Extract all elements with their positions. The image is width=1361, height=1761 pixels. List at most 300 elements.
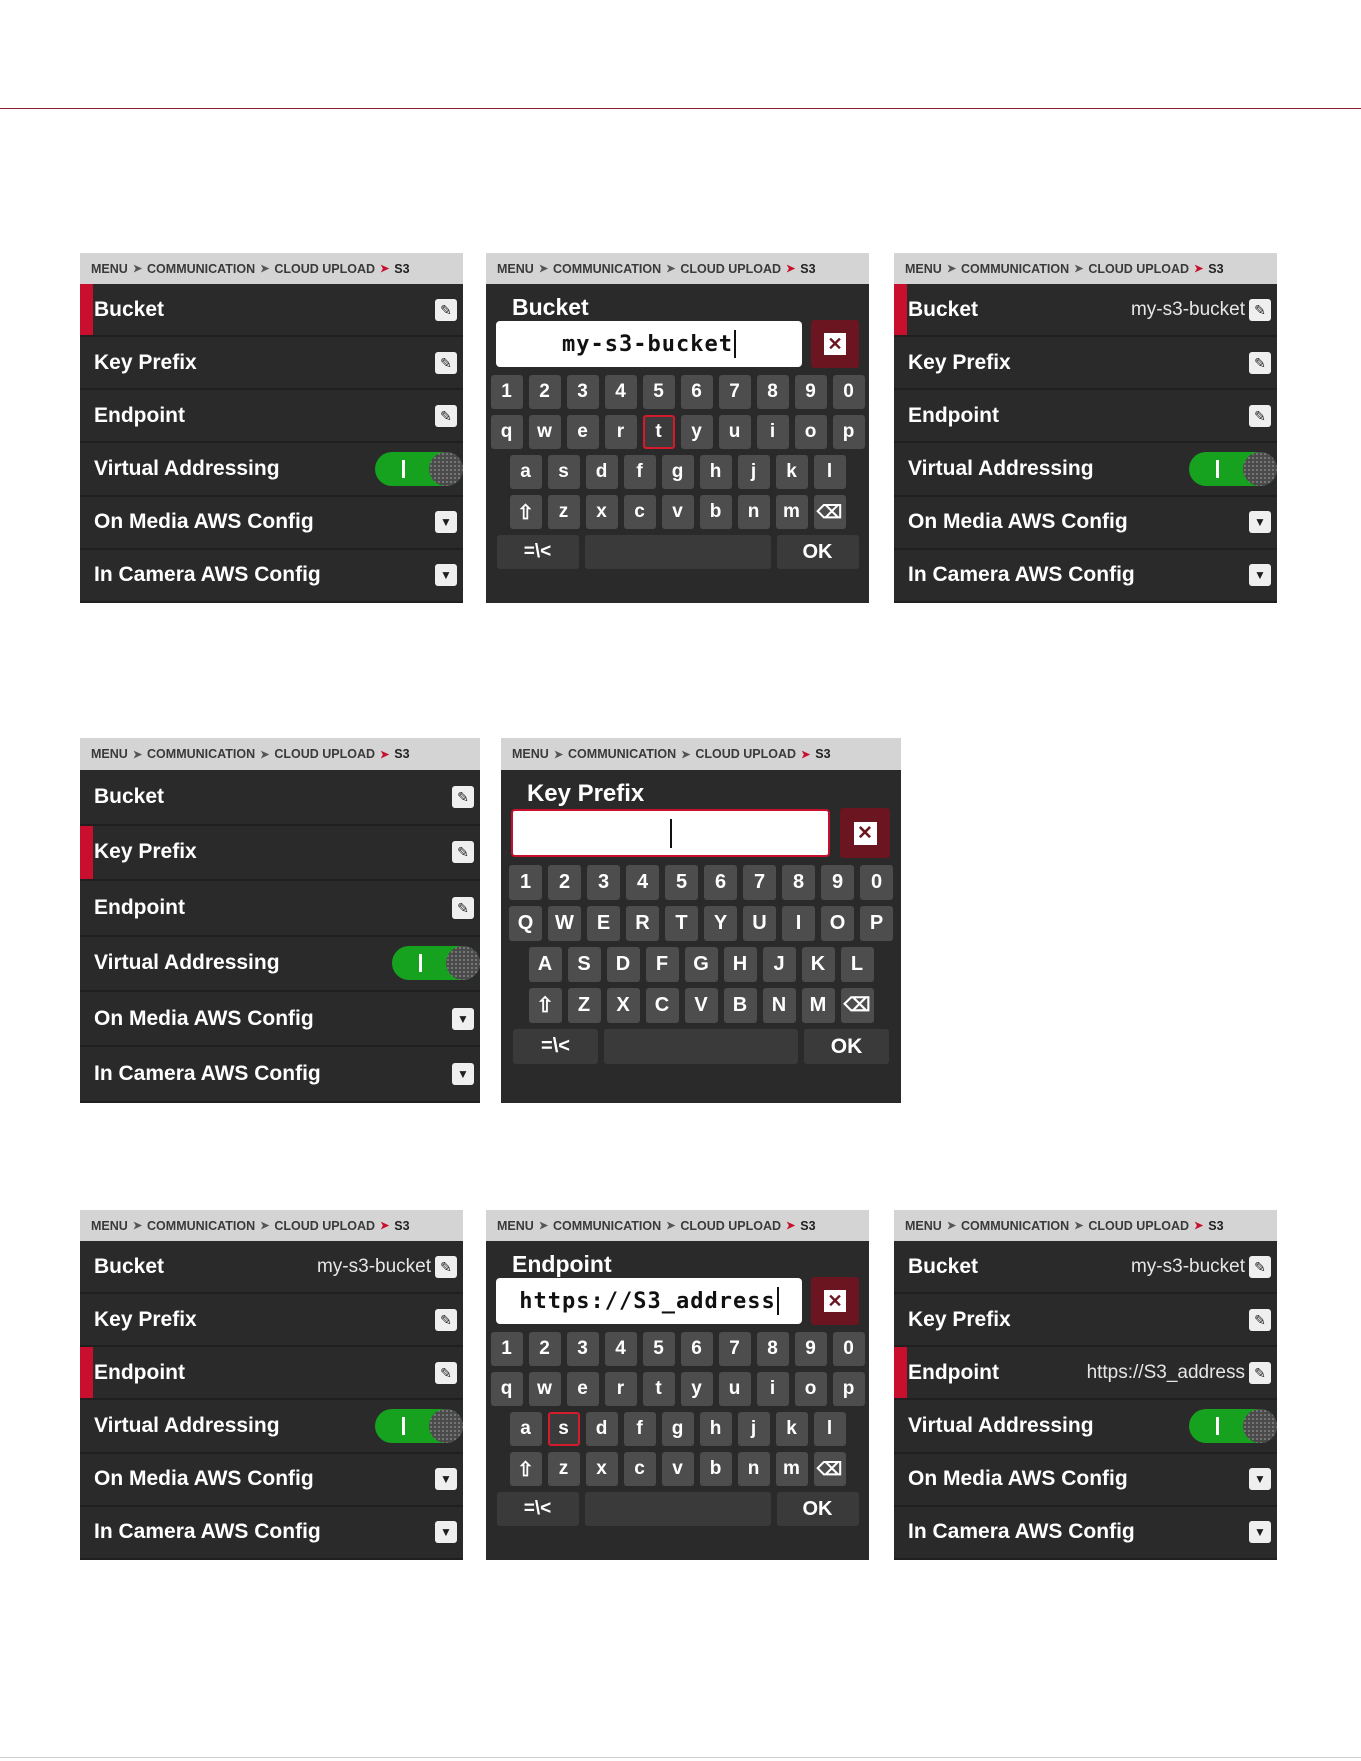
row-on-media[interactable] (894, 1454, 1277, 1507)
breadcrumb-current: S3 (1208, 1218, 1224, 1233)
bottom-rule (0, 1757, 1361, 1758)
key-7[interactable]: 7 (743, 865, 776, 900)
breadcrumb-separator-icon: ➤ (538, 1220, 549, 1232)
key-7[interactable]: 7 (719, 375, 751, 409)
key-3[interactable]: 3 (567, 375, 599, 409)
key-g[interactable]: g (662, 455, 694, 489)
virtual-addressing-toggle[interactable] (392, 946, 480, 980)
key-p[interactable]: p (833, 415, 865, 449)
top-rule (0, 108, 1361, 109)
key-m[interactable]: m (776, 495, 808, 529)
pencil-icon[interactable]: ✎ (1249, 1362, 1271, 1384)
pencil-icon[interactable]: ✎ (452, 786, 474, 808)
shift-key[interactable] (529, 988, 562, 1023)
row-bucket[interactable] (80, 770, 480, 825)
key-d[interactable]: D (607, 947, 640, 982)
breadcrumb-current: S3 (394, 261, 410, 276)
key-6[interactable]: 6 (704, 865, 737, 900)
key-h[interactable]: H (724, 947, 757, 982)
chevron-down-icon[interactable]: ▼ (435, 511, 457, 533)
breadcrumb-current: S3 (815, 747, 831, 762)
key-r[interactable]: R (626, 906, 659, 941)
keyboard-panel-bucket (486, 253, 869, 603)
pencil-icon[interactable]: ✎ (452, 897, 474, 919)
keyboard-panel-key-prefix (501, 738, 901, 1103)
row-value: my-s3-bucket (316, 1255, 431, 1277)
symbols-key[interactable]: =\< (497, 1492, 579, 1526)
key-u[interactable]: U (743, 906, 776, 941)
key-e[interactable]: E (587, 906, 620, 941)
virtual-addressing-toggle[interactable] (1189, 452, 1277, 486)
key-6[interactable]: 6 (681, 375, 713, 409)
toggle-on-mark (402, 460, 405, 478)
key-n[interactable]: N (763, 988, 796, 1023)
space-key[interactable] (585, 535, 771, 569)
row-endpoint[interactable] (80, 881, 480, 936)
key-8[interactable]: 8 (757, 375, 789, 409)
row-bucket[interactable] (894, 1241, 1277, 1294)
row-endpoint[interactable] (894, 390, 1277, 443)
key-j[interactable]: J (763, 947, 796, 982)
breadcrumb-menu[interactable]: MENU (497, 261, 534, 276)
row-key-prefix[interactable] (894, 337, 1277, 390)
row-label: Key Prefix (94, 840, 197, 864)
key-5[interactable]: 5 (643, 1332, 675, 1366)
row-key-prefix[interactable] (80, 826, 480, 881)
menu-panel-3 (894, 253, 1277, 603)
key-x[interactable]: x (586, 495, 618, 529)
key-i[interactable]: i (757, 415, 789, 449)
key-l[interactable]: l (814, 1412, 846, 1446)
key-t[interactable]: T (665, 906, 698, 941)
row-on-media[interactable] (80, 497, 463, 550)
key-4[interactable]: 4 (605, 1332, 637, 1366)
key-3[interactable]: 3 (587, 865, 620, 900)
breadcrumb-separator-icon: ➤ (786, 1220, 796, 1232)
space-key[interactable] (604, 1029, 798, 1064)
backspace-key[interactable] (814, 495, 846, 529)
row-key-prefix[interactable] (80, 337, 463, 390)
key-4[interactable]: 4 (605, 375, 637, 409)
breadcrumb-menu[interactable]: MENU (91, 747, 128, 762)
toggle-on-mark (1216, 1417, 1219, 1435)
pencil-icon[interactable]: ✎ (435, 1362, 457, 1384)
key-w[interactable]: w (529, 1372, 561, 1406)
breadcrumb-separator-icon: ➤ (666, 263, 676, 275)
breadcrumb-menu[interactable]: MENU (905, 261, 942, 276)
ok-key[interactable]: OK (777, 1492, 859, 1526)
text-caret (734, 330, 736, 358)
row-label: In Camera AWS Config (94, 563, 321, 587)
key-9[interactable]: 9 (821, 865, 854, 900)
row-label: Virtual Addressing (94, 951, 280, 975)
row-value: my-s3-bucket (1130, 298, 1245, 320)
breadcrumb-separator-icon: ➤ (801, 748, 811, 761)
row-label: Bucket (908, 1254, 979, 1278)
key-f[interactable]: F (646, 947, 679, 982)
chevron-down-icon[interactable]: ▼ (1249, 1521, 1271, 1543)
key-s[interactable]: s (548, 455, 580, 489)
breadcrumb-cloud-upload[interactable]: CLOUD UPLOAD (1088, 1218, 1190, 1233)
row-endpoint[interactable] (80, 390, 463, 443)
row-value: my-s3-bucket (1130, 1255, 1245, 1277)
key-2[interactable]: 2 (529, 1332, 561, 1366)
row-in-camera[interactable] (80, 1047, 480, 1102)
breadcrumb-communication[interactable]: COMMUNICATION (961, 261, 1070, 276)
row-virtual-addressing[interactable] (80, 937, 480, 992)
ok-key[interactable]: OK (777, 535, 859, 569)
pencil-icon[interactable]: ✎ (452, 841, 474, 863)
pencil-icon[interactable]: ✎ (435, 352, 457, 374)
key-n[interactable]: n (738, 495, 770, 529)
breadcrumb-menu[interactable]: MENU (905, 1218, 942, 1233)
toggle-knob (1243, 1409, 1277, 1443)
key-b[interactable]: b (700, 1452, 732, 1486)
row-virtual-addressing[interactable] (894, 443, 1277, 496)
breadcrumb-communication[interactable]: COMMUNICATION (568, 747, 677, 762)
key-s[interactable]: S (568, 947, 601, 982)
pencil-icon[interactable]: ✎ (1249, 405, 1271, 427)
breadcrumb-separator-icon: ➤ (380, 263, 390, 275)
breadcrumb-communication[interactable]: COMMUNICATION (553, 261, 662, 276)
row-label: Endpoint (908, 403, 999, 427)
row-label: In Camera AWS Config (908, 1520, 1135, 1544)
key-6[interactable]: 6 (681, 1332, 713, 1366)
chevron-down-icon[interactable]: ▼ (1249, 511, 1271, 533)
key-d[interactable]: d (586, 1412, 618, 1446)
key-v[interactable]: v (662, 1452, 694, 1486)
breadcrumb-separator-icon: ➤ (666, 1220, 676, 1232)
key-2[interactable]: 2 (548, 865, 581, 900)
keyboard-keys (486, 1332, 869, 1526)
breadcrumb-communication[interactable]: COMMUNICATION (147, 1218, 256, 1233)
breadcrumb-cloud-upload[interactable]: CLOUD UPLOAD (680, 261, 782, 276)
toggle-on-mark (402, 1417, 405, 1435)
breadcrumb-communication[interactable]: COMMUNICATION (147, 747, 256, 762)
row-label: Virtual Addressing (908, 1414, 1094, 1438)
key-v[interactable]: V (685, 988, 718, 1023)
pencil-icon[interactable]: ✎ (1249, 299, 1271, 321)
key-u[interactable]: u (719, 415, 751, 449)
breadcrumb-separator-icon: ➤ (1074, 1220, 1084, 1232)
key-f[interactable]: f (624, 1412, 656, 1446)
pencil-icon[interactable]: ✎ (435, 405, 457, 427)
text-input-value: https://S3_address (519, 1288, 776, 1314)
key-9[interactable]: 9 (795, 375, 827, 409)
keyboard-keys (486, 375, 869, 569)
toggle-knob (1243, 452, 1277, 486)
row-label: On Media AWS Config (94, 1006, 314, 1030)
key-u[interactable]: u (719, 1372, 751, 1406)
breadcrumb-separator-icon: ➤ (260, 263, 270, 275)
key-0[interactable]: 0 (833, 1332, 865, 1366)
row-bucket[interactable] (80, 284, 463, 337)
key-r[interactable]: r (605, 415, 637, 449)
key-q[interactable]: q (491, 1372, 523, 1406)
chevron-down-icon[interactable]: ▼ (435, 1468, 457, 1490)
row-label: Virtual Addressing (94, 457, 280, 481)
backspace-key[interactable] (814, 1452, 846, 1486)
key-e[interactable]: e (567, 1372, 599, 1406)
key-i[interactable]: I (782, 906, 815, 941)
row-in-camera[interactable] (894, 1507, 1277, 1560)
key-q[interactable]: Q (509, 906, 542, 941)
row-label: On Media AWS Config (94, 1467, 314, 1491)
key-h[interactable]: h (700, 1412, 732, 1446)
text-input[interactable] (511, 809, 830, 857)
breadcrumb-current: S3 (1208, 261, 1224, 276)
pencil-icon[interactable]: ✎ (435, 299, 457, 321)
breadcrumb (80, 253, 463, 284)
clear-icon: ✕ (822, 1288, 848, 1314)
breadcrumb-separator-icon: ➤ (132, 748, 143, 761)
key-g[interactable]: g (662, 1412, 694, 1446)
row-key-prefix[interactable] (894, 1294, 1277, 1347)
key-0[interactable]: 0 (860, 865, 893, 900)
breadcrumb-separator-icon: ➤ (786, 263, 796, 275)
key-v[interactable]: v (662, 495, 694, 529)
key-w[interactable]: w (529, 415, 561, 449)
key-3[interactable]: 3 (567, 1332, 599, 1366)
key-a[interactable]: a (510, 455, 542, 489)
pencil-icon[interactable]: ✎ (435, 1256, 457, 1278)
key-2[interactable]: 2 (529, 375, 561, 409)
key-i[interactable]: i (757, 1372, 789, 1406)
key-1[interactable]: 1 (491, 375, 523, 409)
chevron-down-icon[interactable]: ▼ (435, 564, 457, 586)
key-n[interactable]: n (738, 1452, 770, 1486)
row-label: On Media AWS Config (908, 1467, 1128, 1491)
symbols-key[interactable]: =\< (497, 535, 579, 569)
key-t[interactable]: t (643, 415, 675, 449)
row-label: In Camera AWS Config (908, 563, 1135, 587)
key-b[interactable]: B (724, 988, 757, 1023)
chevron-down-icon[interactable]: ▼ (435, 1521, 457, 1543)
keyboard-panel-endpoint (486, 1210, 869, 1560)
row-in-camera[interactable] (80, 1507, 463, 1560)
key-a[interactable]: a (510, 1412, 542, 1446)
row-bucket[interactable] (80, 1241, 463, 1294)
text-caret (670, 819, 672, 848)
row-label: Virtual Addressing (94, 1414, 280, 1438)
toggle-on-mark (1216, 460, 1219, 478)
row-bucket[interactable] (894, 284, 1277, 337)
key-z[interactable]: z (548, 495, 580, 529)
key-y[interactable]: y (681, 415, 713, 449)
breadcrumb-communication[interactable]: COMMUNICATION (147, 261, 256, 276)
pencil-icon[interactable]: ✎ (1249, 1309, 1271, 1331)
key-9[interactable]: 9 (795, 1332, 827, 1366)
key-k[interactable]: k (776, 1412, 808, 1446)
key-g[interactable]: G (685, 947, 718, 982)
chevron-down-icon[interactable]: ▼ (452, 1008, 474, 1030)
key-1[interactable]: 1 (509, 865, 542, 900)
chevron-down-icon[interactable]: ▼ (1249, 564, 1271, 586)
virtual-addressing-toggle[interactable] (375, 452, 463, 486)
key-o[interactable]: o (795, 415, 827, 449)
breadcrumb-separator-icon: ➤ (380, 1220, 390, 1232)
breadcrumb-separator-icon: ➤ (538, 263, 549, 275)
row-on-media[interactable] (894, 497, 1277, 550)
breadcrumb-separator-icon: ➤ (132, 263, 143, 275)
breadcrumb-current: S3 (394, 747, 410, 762)
breadcrumb-separator-icon: ➤ (1194, 1220, 1204, 1232)
chevron-down-icon[interactable]: ▼ (452, 1063, 474, 1085)
key-5[interactable]: 5 (665, 865, 698, 900)
clear-button[interactable] (811, 1277, 859, 1325)
key-h[interactable]: h (700, 455, 732, 489)
breadcrumb-menu[interactable]: MENU (91, 261, 128, 276)
breadcrumb-cloud-upload[interactable]: CLOUD UPLOAD (1088, 261, 1190, 276)
key-t[interactable]: t (643, 1372, 675, 1406)
ok-key[interactable]: OK (804, 1029, 889, 1064)
toggle-knob (429, 452, 463, 486)
breadcrumb-menu[interactable]: MENU (512, 747, 549, 762)
key-l[interactable]: l (814, 455, 846, 489)
text-input[interactable] (496, 321, 802, 367)
breadcrumb-current: S3 (800, 261, 816, 276)
row-label: Virtual Addressing (908, 457, 1094, 481)
key-5[interactable]: 5 (643, 375, 675, 409)
toggle-knob (446, 946, 480, 980)
key-x[interactable]: x (586, 1452, 618, 1486)
key-l[interactable]: L (841, 947, 874, 982)
key-s[interactable]: s (548, 1412, 580, 1446)
key-o[interactable]: o (795, 1372, 827, 1406)
backspace-icon: ⌫ (843, 995, 871, 1016)
breadcrumb-current: S3 (800, 1218, 816, 1233)
key-8[interactable]: 8 (782, 865, 815, 900)
key-f[interactable]: f (624, 455, 656, 489)
symbols-key[interactable]: =\< (513, 1029, 598, 1064)
key-7[interactable]: 7 (719, 1332, 751, 1366)
key-r[interactable]: r (605, 1372, 637, 1406)
key-y[interactable]: y (681, 1372, 713, 1406)
key-z[interactable]: Z (568, 988, 601, 1023)
key-d[interactable]: d (586, 455, 618, 489)
toggle-knob (429, 1409, 463, 1443)
key-a[interactable]: A (529, 947, 562, 982)
row-endpoint[interactable] (80, 1347, 463, 1400)
backspace-icon: ⌫ (816, 1458, 843, 1479)
key-p[interactable]: p (833, 1372, 865, 1406)
key-c[interactable]: c (624, 1452, 656, 1486)
key-k[interactable]: k (776, 455, 808, 489)
breadcrumb-separator-icon: ➤ (681, 748, 691, 761)
row-key-prefix[interactable] (80, 1294, 463, 1347)
key-q[interactable]: q (491, 415, 523, 449)
key-8[interactable]: 8 (757, 1332, 789, 1366)
key-e[interactable]: e (567, 415, 599, 449)
key-c[interactable]: C (646, 988, 679, 1023)
row-label: Key Prefix (94, 350, 197, 374)
clear-button[interactable] (840, 808, 890, 858)
breadcrumb (894, 1210, 1277, 1241)
row-on-media[interactable] (80, 992, 480, 1047)
row-label: Endpoint (908, 1360, 999, 1384)
keyboard-title: Key Prefix (527, 780, 645, 808)
row-in-camera[interactable] (80, 550, 463, 603)
shift-key[interactable] (510, 495, 542, 529)
key-1[interactable]: 1 (491, 1332, 523, 1366)
backspace-key[interactable] (841, 988, 874, 1023)
breadcrumb-communication[interactable]: COMMUNICATION (553, 1218, 662, 1233)
key-m[interactable]: M (802, 988, 835, 1023)
breadcrumb-cloud-upload[interactable]: CLOUD UPLOAD (274, 1218, 376, 1233)
breadcrumb-cloud-upload[interactable]: CLOUD UPLOAD (695, 747, 797, 762)
breadcrumb (894, 253, 1277, 284)
key-w[interactable]: W (548, 906, 581, 941)
space-key[interactable] (585, 1492, 771, 1526)
key-j[interactable]: j (738, 455, 770, 489)
pencil-icon[interactable]: ✎ (1249, 352, 1271, 374)
virtual-addressing-toggle[interactable] (1189, 1409, 1277, 1443)
clear-button[interactable] (811, 320, 859, 368)
row-virtual-addressing[interactable] (80, 1400, 463, 1453)
pencil-icon[interactable]: ✎ (435, 1309, 457, 1331)
menu-panel-4 (80, 738, 480, 1103)
row-in-camera[interactable] (894, 550, 1277, 603)
menu-panel-1 (80, 253, 463, 603)
breadcrumb-communication[interactable]: COMMUNICATION (961, 1218, 1070, 1233)
row-endpoint[interactable] (894, 1347, 1277, 1400)
breadcrumb-menu[interactable]: MENU (91, 1218, 128, 1233)
chevron-down-icon[interactable]: ▼ (1249, 1468, 1271, 1490)
breadcrumb-separator-icon: ➤ (946, 1220, 957, 1232)
breadcrumb (80, 1210, 463, 1241)
breadcrumb-menu[interactable]: MENU (497, 1218, 534, 1233)
key-y[interactable]: Y (704, 906, 737, 941)
key-k[interactable]: K (802, 947, 835, 982)
row-label: Bucket (94, 297, 165, 321)
key-z[interactable]: z (548, 1452, 580, 1486)
breadcrumb-separator-icon: ➤ (553, 748, 564, 761)
key-m[interactable]: m (776, 1452, 808, 1486)
key-j[interactable]: j (738, 1412, 770, 1446)
breadcrumb-separator-icon: ➤ (260, 748, 270, 761)
breadcrumb-cloud-upload[interactable]: CLOUD UPLOAD (680, 1218, 782, 1233)
key-o[interactable]: O (821, 906, 854, 941)
row-label: Key Prefix (94, 1307, 197, 1331)
key-4[interactable]: 4 (626, 865, 659, 900)
breadcrumb-cloud-upload[interactable]: CLOUD UPLOAD (274, 747, 376, 762)
shift-key[interactable] (510, 1452, 542, 1486)
menu-panel-8 (894, 1210, 1277, 1560)
text-input[interactable] (496, 1278, 802, 1324)
breadcrumb-cloud-upload[interactable]: CLOUD UPLOAD (274, 261, 376, 276)
keyboard-title: Endpoint (512, 1251, 612, 1277)
key-x[interactable]: X (607, 988, 640, 1023)
text-input-value: my-s3-bucket (562, 331, 733, 357)
key-c[interactable]: c (624, 495, 656, 529)
key-b[interactable]: b (700, 495, 732, 529)
pencil-icon[interactable]: ✎ (1249, 1256, 1271, 1278)
row-label: On Media AWS Config (908, 510, 1128, 534)
virtual-addressing-toggle[interactable] (375, 1409, 463, 1443)
row-label: On Media AWS Config (94, 510, 314, 534)
row-on-media[interactable] (80, 1454, 463, 1507)
keyboard-title: Bucket (512, 294, 589, 320)
row-virtual-addressing[interactable] (80, 443, 463, 496)
breadcrumb-separator-icon: ➤ (260, 1220, 270, 1232)
row-virtual-addressing[interactable] (894, 1400, 1277, 1453)
key-p[interactable]: P (860, 906, 893, 941)
shift-icon: ⇧ (536, 994, 554, 1017)
breadcrumb (80, 738, 480, 770)
row-label: Endpoint (94, 1360, 185, 1384)
breadcrumb-separator-icon: ➤ (1074, 263, 1084, 275)
key-0[interactable]: 0 (833, 375, 865, 409)
